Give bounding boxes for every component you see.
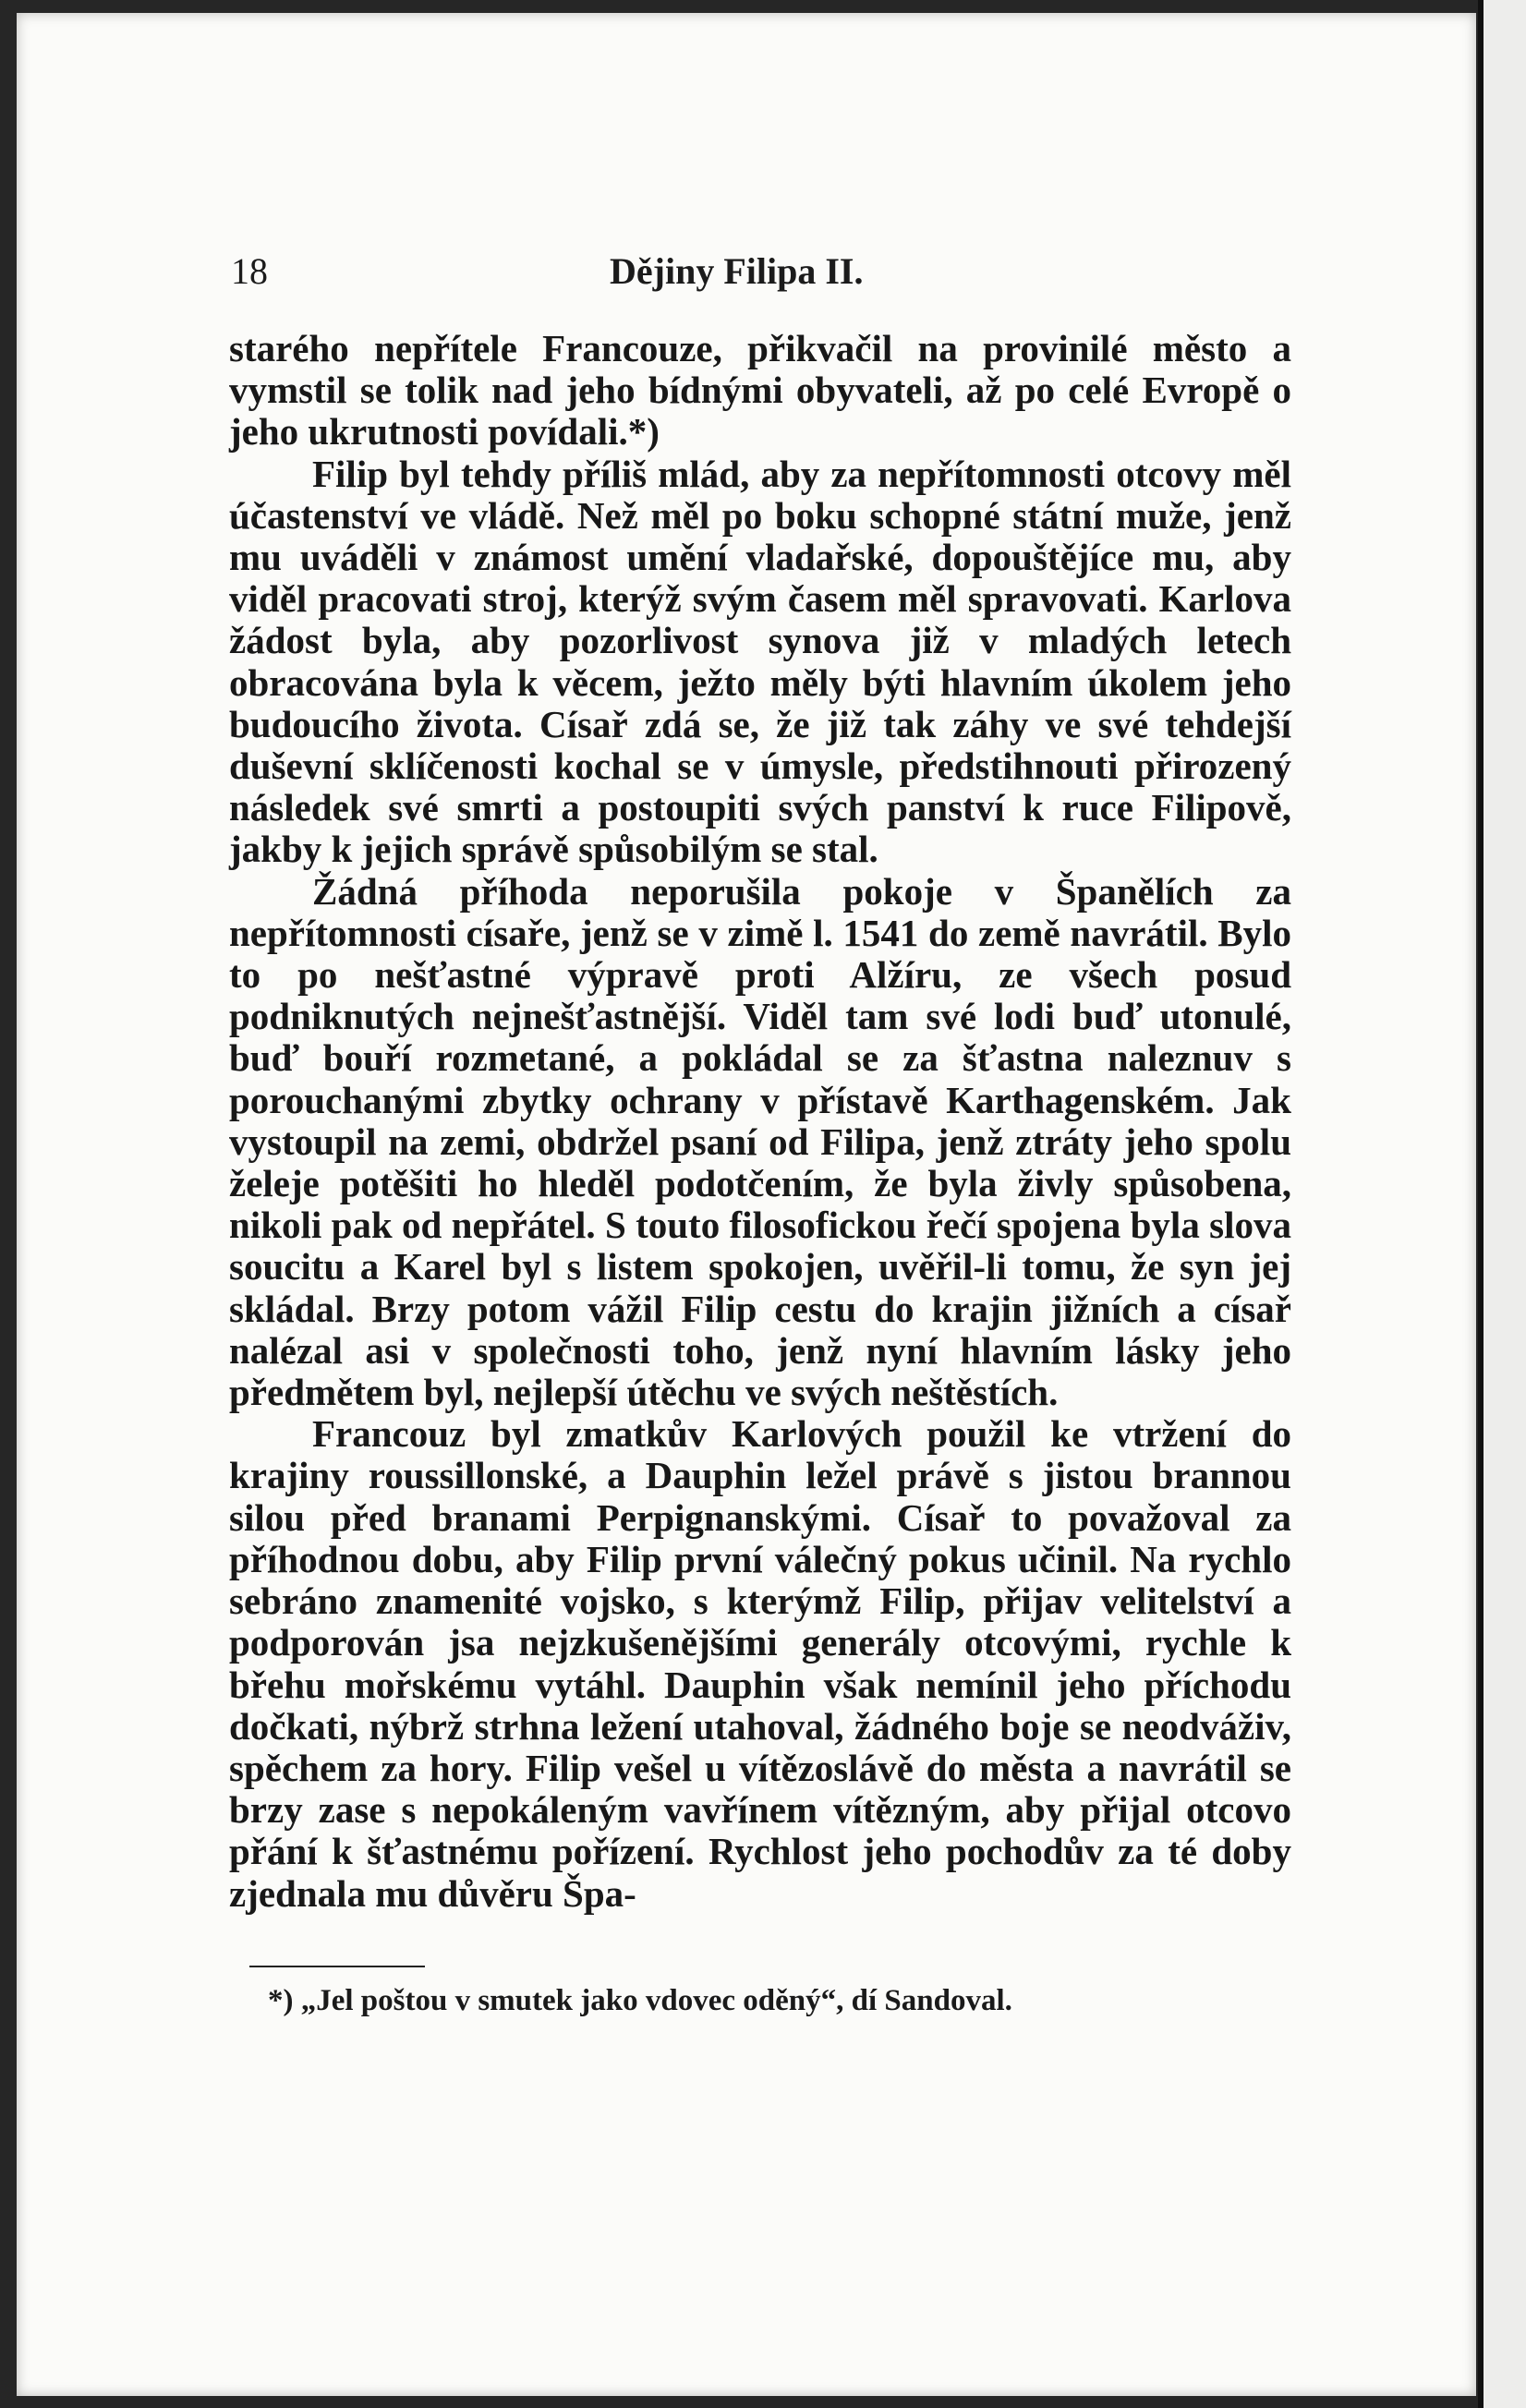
- paragraph: Filip byl tehdy příliš mlád, aby za nepřítomnosti otcovy měl účastenství ve vládě. Než měl po boku schopné státní muže, jenž mu uváděli v známost umění vladařské, dopouštějíce mu, aby viděl pracovati stroj, kterýž svým časem měl spravovati. Karlova žádost byla, aby pozorlivost synova již v mladých letech obracována byla k věcem, ježto měly býti hlavním úkolem jeho budoucího života. Císař zdá se, že již tak záhy ve své tehdejší duševní sklíčenosti kochal se v úmysle, předstihnouti přirozený následek své smrti a postoupiti svých panství k ruce Filipově, jakby k jejich správě spůsobilým se stal.: [229, 452, 1291, 871]
- running-title: Dějiny Filipa II.: [610, 250, 864, 292]
- body-text: [229, 328, 1291, 1915]
- paragraph: Žádná příhoda neporušila pokoje v Španělích za nepřítomnosti císaře, jenž se v zimě l. 1541 do země navrátil. Bylo to po nešťastné výpravě proti Alžíru, ze všech posud podniknutých nejnešťastnější. Viděl tam své lodi buď utonulé, buď bouří rozmetané, a pokládal se za šťastna naleznuv s porouchanými zbytky ochrany v přístavě Karthagenském. Jak vystoupil na zemi, obdržel psaní od Filipa, jenž ztráty jeho spolu želeje potěšiti ho hleděl podotčením, že byla živly spůsobena, nikoli pak od nepřátel. S touto filosofickou řečí spojena byla slova soucitu a Karel byl s listem spokojen, uvěřil-li tomu, že syn jej skládal. Brzy potom vážil Filip cestu do krajin jižních a císař nalézal asi v společnosti toho, jenž nyní hlavním lásky jeho předmětem byl, nejlepší útěchu ve svých neštěstích.: [229, 869, 1291, 1414]
- footnote: *) „Jel poštou v smutek jako vdovec oděný“, dí Sandoval.: [268, 1984, 1012, 2017]
- paragraph: starého nepřítele Francouze, přikvačil na provinilé město a vymstil se tolik nad jeho bídnými obyvateli, až po celé Evropě o jeho ukrutnosti povídali.*): [229, 327, 1291, 454]
- adjacent-page-edge: [1478, 0, 1526, 2408]
- page-number: 18: [231, 250, 268, 292]
- page-header: [231, 245, 1293, 300]
- footnote-divider: [249, 1966, 425, 1967]
- paragraph: Francouz byl zmatkův Karlových použil ke vtržení do krajiny roussillonské, a Dauphin ležel právě s jistou brannou silou před branami Perpignanskými. Císař to považoval za příhodnou dobu, aby Filip první válečný pokus učinil. Na rychlo sebráno znamenité vojsko, s kterýmž Filip, přijav velitelství a podporován jsa nejzkušenějšími generály otcovými, rychle k břehu mořskému vytáhl. Dauphin však nemínil jeho příchodu dočkati, nýbrž strhna ležení utahoval, žádného boje se neodváživ, spěchem za hory. Filip vešel u vítězoslávě do města a navrátil se brzy zase s nepokáleným vavřínem vítězným, aby přijal otcovo přání k šťastnému pořízení. Rychlost jeho pochodův za té doby zjednala mu důvěru Špa-: [229, 1412, 1291, 1915]
